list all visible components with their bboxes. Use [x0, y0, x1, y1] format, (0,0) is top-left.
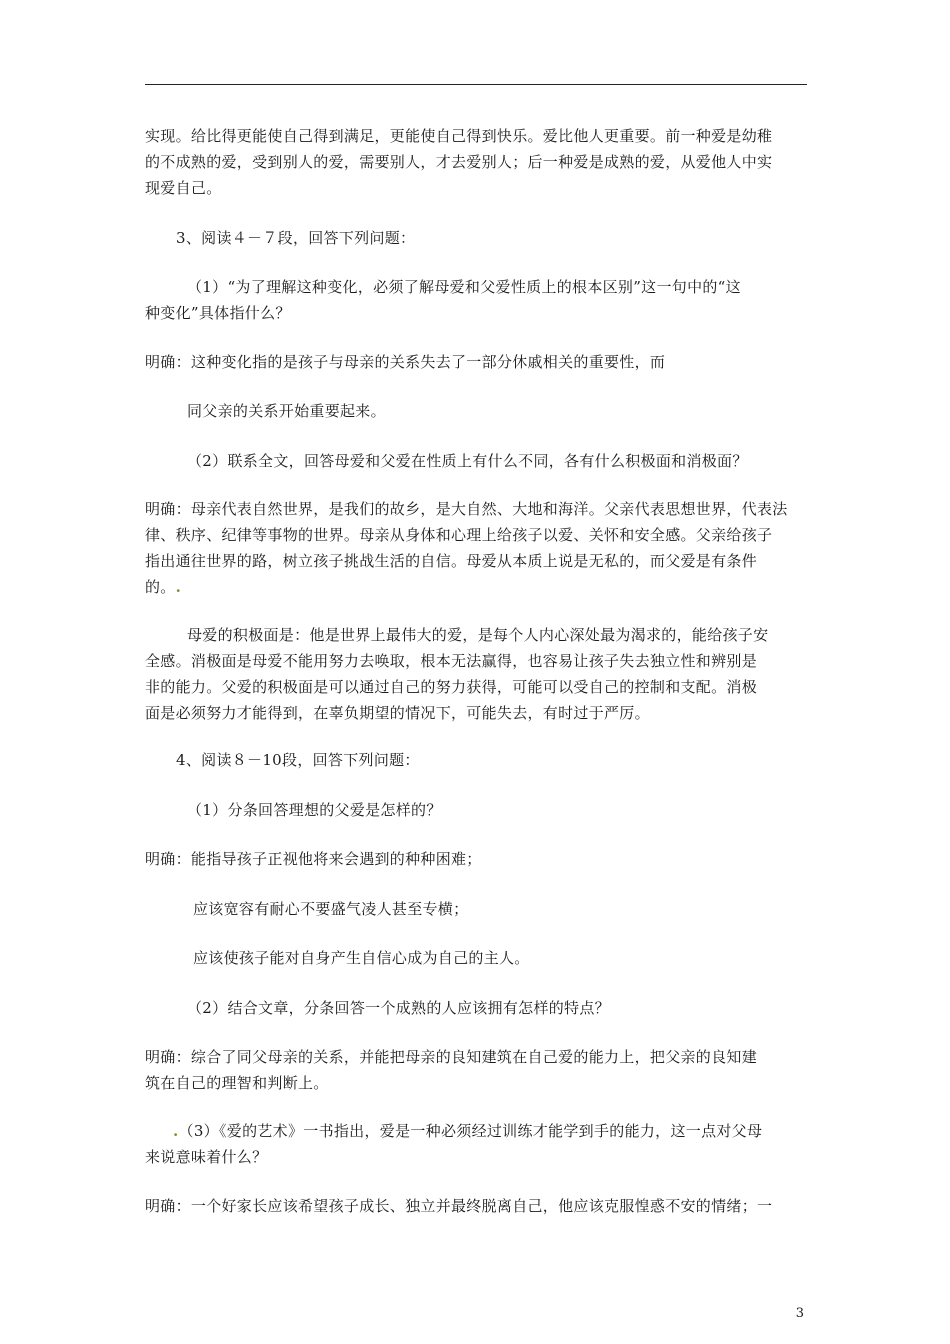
text-line: 明确：母亲代表自然世界，是我们的故乡，是大自然、大地和海洋。父亲代表思想世界，代表法	[145, 500, 788, 518]
text-line: 非的能力。父爱的积极面是可以通过自己的努力获得，可能可以受自己的控制和支配。消极	[145, 678, 758, 696]
text-line: 母爱的积极面是：他是世界上最伟大的爱，是每个人内心深处最为渴求的，能给孩子安	[187, 626, 769, 644]
text-line: 明确：一个好家长应该希望孩子成长、独立并最终脱离自己，他应该克服惶惑不安的情绪；一	[145, 1197, 773, 1215]
text-span: （3）《爱的艺术》一书指出，爱是一种必须经过训练才能学到手的能力，这一点对父母	[178, 1122, 763, 1140]
question-3-2	[187, 448, 849, 474]
text-line: 全感。消极面是母爱不能用努力去唤取，根本无法赢得，也容易让孩子失去独立性和辨别是	[145, 652, 758, 670]
answer-3-2-cont	[145, 622, 807, 726]
answer-4-2	[145, 1044, 807, 1096]
text-line: 指出通往世界的路，树立孩子挑战生活的自信。母爱从本质上说是无私的，而父爱是有条件	[145, 552, 758, 570]
text-line: 明确：能指导孩子正视他将来会遇到的种种困难；	[145, 850, 482, 868]
question-4-3	[145, 1118, 807, 1170]
text-span: 的。	[145, 578, 176, 596]
text-line: 面是必须努力才能得到，在辜负期望的情况下，可能失去，有时过于严厉。	[145, 704, 650, 722]
text-line: 3、阅读４－７段，回答下列问题：	[176, 229, 416, 247]
question-4-1	[187, 797, 849, 823]
question-3-1	[145, 274, 807, 326]
text-line: 4、阅读８－10段，回答下列问题：	[176, 751, 420, 769]
marker-dot: .	[173, 1122, 179, 1140]
text-line: 种变化”具体指什么？	[145, 304, 291, 322]
answer-3-2	[145, 496, 807, 600]
header-rule	[145, 84, 807, 85]
question-4-2	[187, 995, 849, 1021]
marker-dot: .	[175, 578, 182, 596]
text-line: 的不成熟的爱，受到别人的爱，需要别人，才去爱别人；后一种爱是成熟的爱，从爱他人中实	[145, 153, 773, 171]
text-line: （2）联系全文，回答母爱和父爱在性质上有什么不同，各有什么积极面和消极面？	[187, 452, 748, 470]
text-line: 明确：这种变化指的是孩子与母亲的关系失去了一部分休戚相关的重要性，而	[145, 353, 666, 371]
question-3	[176, 225, 838, 251]
paragraph-intro	[145, 123, 807, 201]
text-line: （2）结合文章，分条回答一个成熟的人应该拥有怎样的特点？	[187, 999, 610, 1017]
text-line	[145, 1118, 807, 1144]
answer-4-1-b	[193, 896, 855, 922]
answer-4-1-c	[193, 945, 855, 971]
text-line: 明确：综合了同父母亲的关系，并能把母亲的良知建筑在自己爱的能力上，把父亲的良知建	[145, 1048, 758, 1066]
text-line: 来说意味着什么？	[145, 1148, 268, 1166]
text-line: 律、秩序、纪律等事物的世界。母亲从身体和心理上给孩子以爱、关怀和安全感。父亲给孩子	[145, 526, 773, 544]
text-line: （1）“为了理解这种变化，必须了解母爱和父爱性质上的根本区别”这一句中的“这	[187, 278, 741, 296]
text-line: 实现。给比得更能使自己得到满足，更能使自己得到快乐。爱比他人更重要。前一种爱是幼稚	[145, 127, 773, 145]
text-line	[145, 574, 807, 600]
text-line: 筑在自己的理智和判断上。	[145, 1074, 329, 1092]
page-number: 3	[795, 1306, 804, 1321]
question-4	[176, 747, 838, 773]
text-line: 现爱自己。	[145, 179, 222, 197]
text-line: 应该宽容有耐心不要盛气凌人甚至专横；	[193, 900, 469, 918]
answer-3-1-cont	[187, 398, 849, 424]
answer-3-1	[145, 349, 807, 375]
text-line: 同父亲的关系开始重要起来。	[187, 402, 386, 420]
text-line: 应该使孩子能对自身产生自信心成为自己的主人。	[193, 949, 530, 967]
answer-4-1	[145, 846, 807, 872]
text-line: （1）分条回答理想的父爱是怎样的？	[187, 801, 442, 819]
answer-4-3	[145, 1193, 807, 1219]
